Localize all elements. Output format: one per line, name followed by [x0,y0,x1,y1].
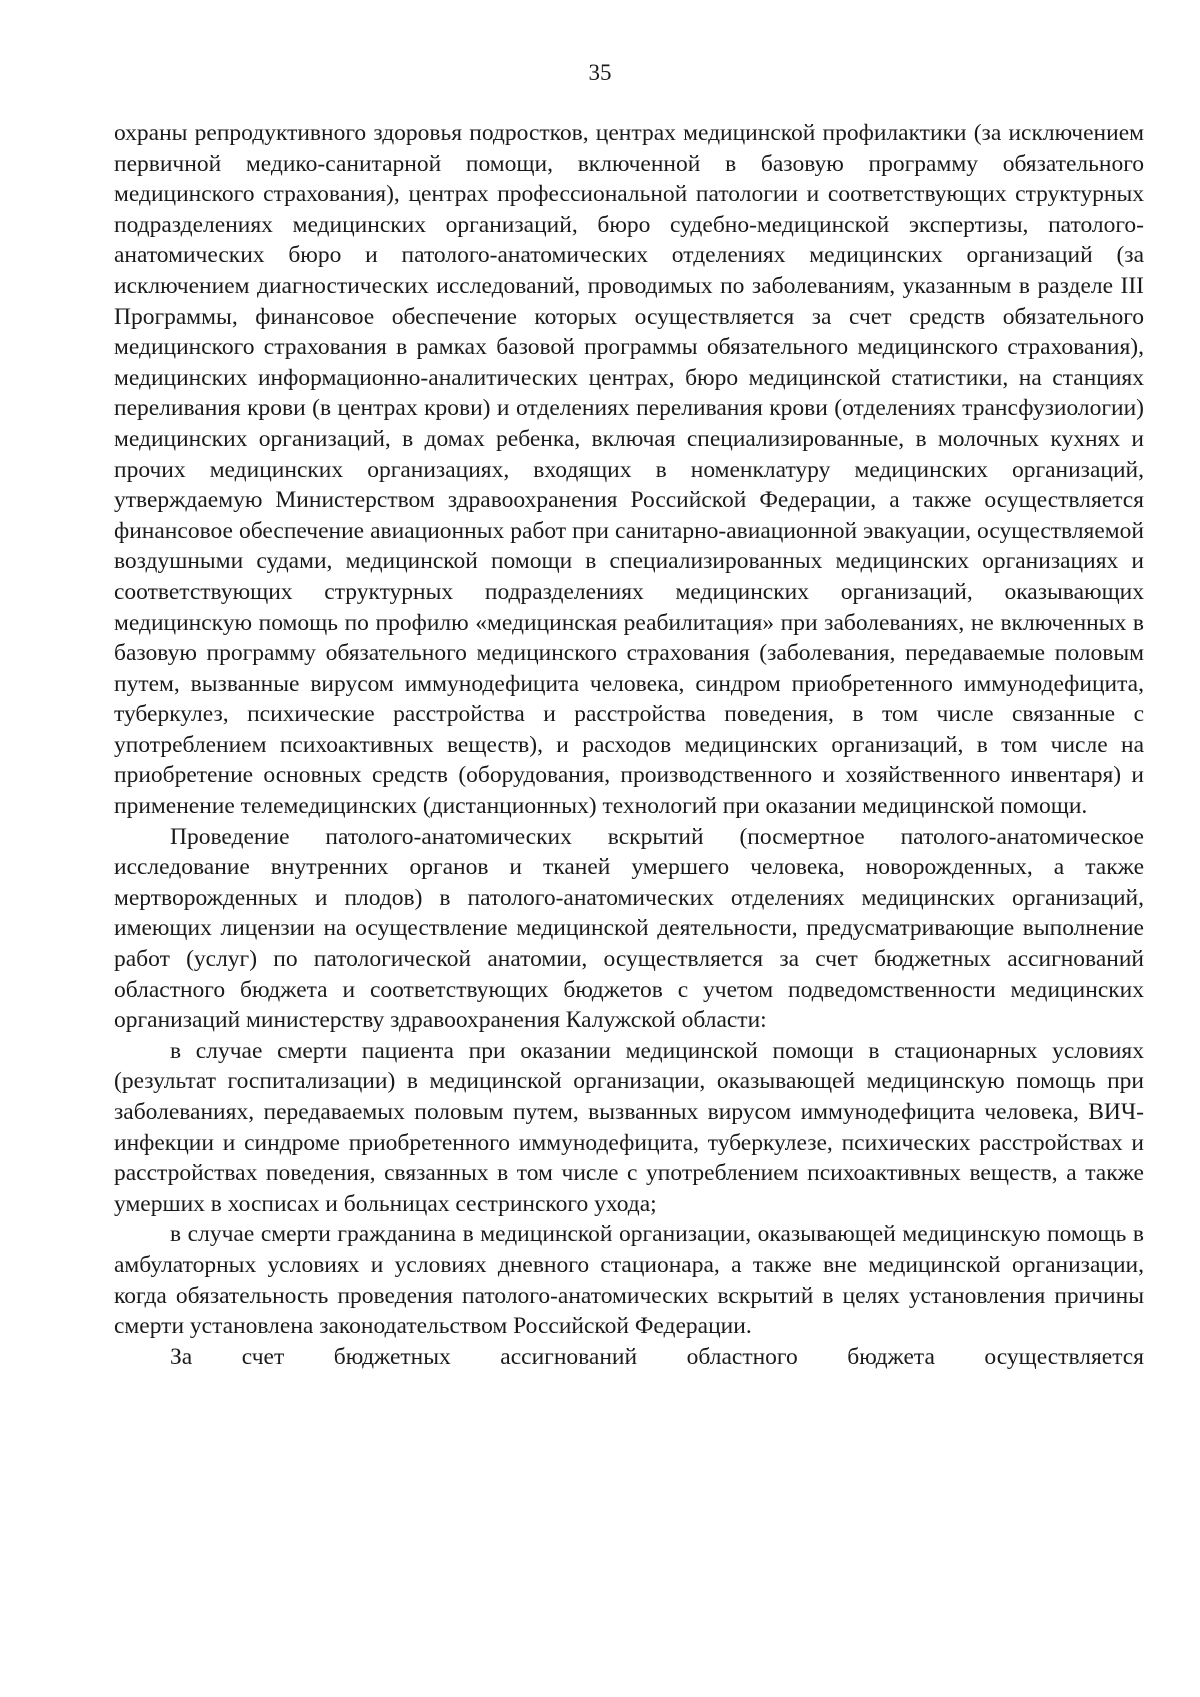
page-number: 35 [588,60,612,85]
paragraph-continuation: охраны репродуктивного здоровья подростков, центрах медицинской профилактики (за исключением первичной медико-санитарной помощи, включенной в базовую программу обязательного медицинского страхования), центрах профессиональной патологии и соответствующих структурных подразделениях медицинских организаций, бюро судебно-медицинской экспертизы, патолого-анатомических бюро и патолого-анатомических отделениях медицинских организаций (за исключением диагностических исследований, проводимых по заболеваниям, указанным в разделе III Программы, финансовое обеспечение которых осуществляется за счет средств обязательного медицинского страхования в рамках базовой программы обязательного медицинского страхования), медицинских информационно-аналитических центрах, бюро медицинской статистики, на станциях переливания крови (в центрах крови) и отделениях переливания крови (отделениях трансфузиологии) медицинских организаций, в домах ребенка, включая специализированные, в молочных кухнях и прочих медицинских организациях, входящих в номенклатуру медицинских организаций, утверждаемую Министерством здравоохранения Российской Федерации, а также осуществляется финансовое обеспечение авиационных работ при санитарно-авиационной эвакуации, осуществляемой воздушными судами, медицинской помощи в специализированных медицинских организациях и соответствующих структурных подразделениях медицинских организаций, оказывающих медицинскую помощь по профилю «медицинская реабилитация» при заболеваниях, не включенных в базовую программу обязательного медицинского страхования (заболевания, передаваемые половым путем, вызванные вирусом иммунодефицита человека, синдром приобретенного иммунодефицита, туберкулез, психические расстройства и расстройства поведения, в том числе связанные с употреблением психоактивных веществ), и расходов медицинских организаций, в том числе на приобретение основных средств (оборудования, производственного и хозяйственного инвентаря) и применение телемедицинских (дистанционных) технологий при оказании медицинской помощи. [114,120,1144,820]
paragraph-regional-budget: За счет бюджетных ассигнований областного бюджета осуществляется [170,1343,1144,1370]
paragraph-outpatient-death: в случае смерти гражданина в медицинской организации, оказывающей медицинскую помощь в амбулаторных условиях и условиях дневного стационара, а также вне медицинской организации, когда обязательность проведения патолого-анатомических вскрытий в целях установления причины смерти установлена законодательством Российской Федерации. [114,1221,1144,1340]
paragraph-autopsy-funding: Проведение патолого-анатомических вскрытий (посмертное патолого-анатомическое исследование внутренних органов и тканей умершего человека, новорожденных, а также мертворожденных и плодов) в патолого-анатомических отделениях медицинских организаций, имеющих лицензии на осуществление медицинской деятельности, предусматривающие выполнение работ (услуг) по патологической анатомии, осуществляется за счет бюджетных ассигнований областного бюджета и соответствующих бюджетов с учетом подведомственности медицинских организаций министерству здравоохранения Калужской области: [114,823,1144,1034]
document-body [114,118,1144,1372]
paragraph-inpatient-death: в случае смерти пациента при оказании медицинской помощи в стационарных условиях (результат госпитализации) в медицинской организации, оказывающей медицинскую помощь при заболеваниях, передаваемых половым путем, вызванных вирусом иммунодефицита человека, ВИЧ-инфекции и синдроме приобретенного иммунодефицита, туберкулезе, психических расстройствах и расстройствах поведения, связанных в том числе с употреблением психоактивных веществ, а также умерших в хосписах и больницах сестринского ухода; [114,1037,1144,1217]
